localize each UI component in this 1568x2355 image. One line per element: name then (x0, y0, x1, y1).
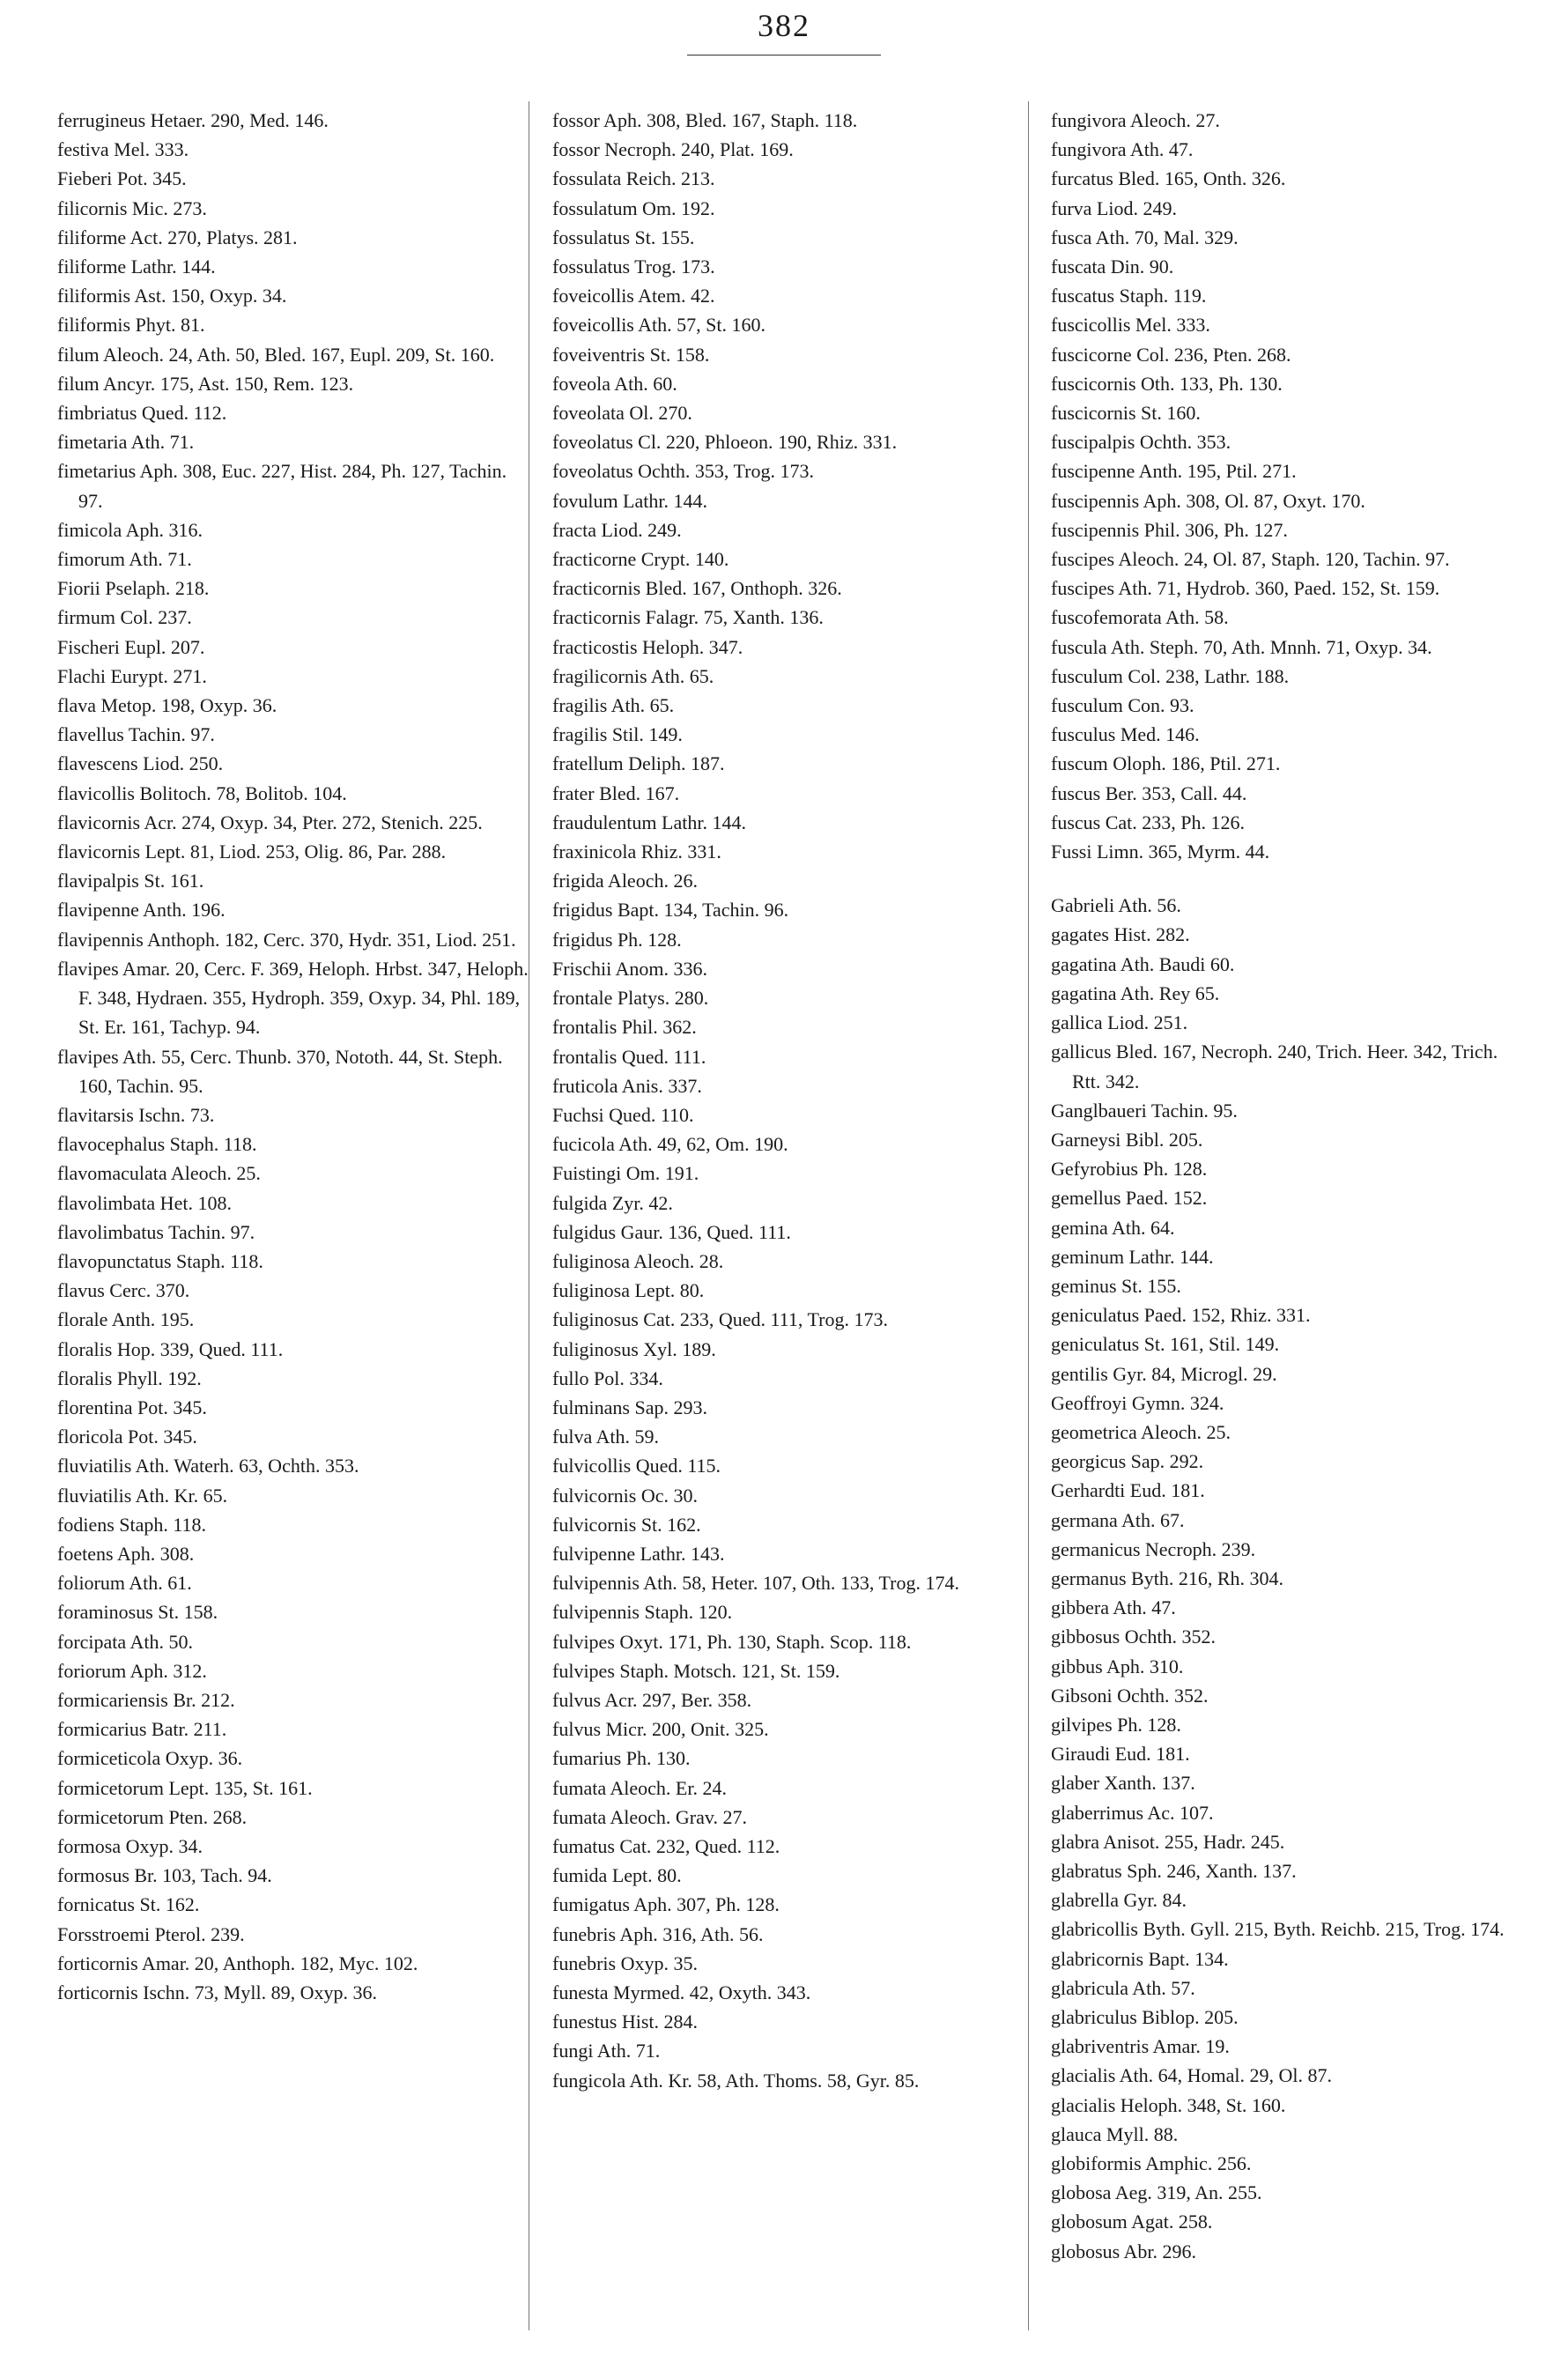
index-entry: fuscicornis St. 160. (1051, 402, 1201, 425)
index-entry: fragilis Stil. 149. (552, 723, 683, 746)
index-entry: glacialis Ath. 64, Homal. 29, Ol. 87. (1051, 2064, 1332, 2087)
index-entry: floralis Hop. 339, Qued. 111. (57, 1337, 284, 1360)
index-entry: frontalis Qued. 111. (552, 1045, 706, 1068)
index-entry: firmum Col. 237. (57, 606, 192, 629)
index-entry: geniculatus St. 161, Stil. 149. (1051, 1333, 1280, 1356)
index-entry: fuscus Cat. 233, Ph. 126. (1051, 811, 1245, 833)
index-entry: flava Metop. 198, Oxyp. 36. (57, 694, 277, 717)
index-entry: fuscicornis Oth. 133, Ph. 130. (1051, 372, 1283, 395)
index-entry: fimbriatus Qued. 112. (57, 402, 227, 425)
index-entry: Frischii Anom. 336. (552, 957, 708, 980)
index-entry: fuscipes Ath. 71, Hydrob. 360, Paed. 152, St. 159. (1051, 577, 1440, 600)
index-entry: flavitarsis Ischn. 73. (57, 1103, 215, 1126)
index-entry: forcipata Ath. 50. (57, 1630, 193, 1653)
index-entry: frontalis Phil. 362. (552, 1016, 697, 1039)
index-entry: foveolatus Cl. 220, Phloeon. 190, Rhiz. 331. (552, 431, 898, 454)
index-entry: fuscum Oloph. 186, Ptil. 271. (1051, 752, 1281, 775)
index-entry: fuliginosus Cat. 233, Qued. 111, Trog. 173. (552, 1308, 888, 1331)
index-entry: ferrugineus Hetaer. 290, Med. 146. (57, 109, 329, 131)
index-entry: fumatus Cat. 232, Qued. 112. (552, 1834, 780, 1857)
column-divider (1028, 101, 1029, 2330)
index-entry: Fuchsi Qued. 110. (552, 1103, 694, 1126)
index-entry: glabricula Ath. 57. (1051, 1976, 1195, 1999)
index-column-right (1051, 106, 1527, 2266)
index-entry: foveola Ath. 60. (552, 372, 677, 395)
index-entry: frigidus Bapt. 134, Tachin. 96. (552, 899, 789, 922)
index-entry: Gerhardti Eud. 181. (1051, 1479, 1205, 1502)
index-entry: glacialis Heloph. 348, St. 160. (1051, 2093, 1286, 2116)
index-entry: fracta Liod. 249. (552, 518, 682, 541)
index-entry: flavomaculata Aleoch. 25. (57, 1162, 261, 1185)
index-entry: flavipalpis St. 161. (57, 870, 204, 892)
index-entry: foliorum Ath. 61. (57, 1572, 192, 1595)
index-entry: flavolimbata Het. 108. (57, 1191, 232, 1214)
index-entry: formosus Br. 103, Tach. 94. (57, 1864, 272, 1887)
index-entry: georgicus Sap. 292. (1051, 1450, 1204, 1473)
index-entry: filiformis Phyt. 81. (57, 314, 205, 337)
index-entry: fracticorne Crypt. 140. (552, 548, 729, 571)
index-entry: gemina Ath. 64. (1051, 1216, 1175, 1239)
index-entry: Garneysi Bibl. 205. (1051, 1128, 1203, 1151)
index-entry: filum Ancyr. 175, Ast. 150, Rem. 123. (57, 372, 354, 395)
index-entry: formiceticola Oxyp. 36. (57, 1747, 243, 1770)
index-entry: fumigatus Aph. 307, Ph. 128. (552, 1893, 780, 1916)
index-entry: fuliginosus Xyl. 189. (552, 1337, 716, 1360)
index-entry: fimetarius Aph. 308, Euc. 227, Hist. 284, Ph. 127, Tachin. 97. (57, 460, 507, 512)
index-entry: geniculatus Paed. 152, Rhiz. 331. (1051, 1304, 1311, 1327)
index-entry: Flachi Eurypt. 271. (57, 664, 207, 687)
index-entry: formicetorum Pten. 268. (57, 1805, 248, 1828)
index-entry: fusculum Con. 93. (1051, 694, 1194, 717)
index-entry: fungicola Ath. Kr. 58, Ath. Thoms. 58, Gyr. 85. (552, 2069, 920, 2092)
index-entry: fluviatilis Ath. Waterh. 63, Ochth. 353. (57, 1455, 359, 1477)
index-entry: fuscipenne Anth. 195, Ptil. 271. (1051, 460, 1297, 483)
index-entry: fuscicollis Mel. 333. (1051, 314, 1210, 337)
index-entry: globosa Aeg. 319, An. 255. (1051, 2181, 1262, 2204)
index-entry: Fischeri Eupl. 207. (57, 635, 205, 658)
index-entry: fulvus Acr. 297, Ber. 358. (552, 1688, 752, 1711)
index-entry: frigida Aleoch. 26. (552, 870, 698, 892)
index-entry: glaberrimus Ac. 107. (1051, 1801, 1214, 1824)
index-entry: flavipenne Anth. 196. (57, 899, 226, 922)
index-entry: geometrica Aleoch. 25. (1051, 1420, 1231, 1443)
index-entry: fracticostis Heloph. 347. (552, 635, 743, 658)
index-entry: formicetorum Lept. 135, St. 161. (57, 1776, 313, 1799)
index-entry: fraudulentum Lathr. 144. (552, 811, 746, 833)
index-entry: forticornis Amar. 20, Anthoph. 182, Myc. 102. (57, 1951, 418, 1974)
index-entry: Gabrieli Ath. 56. (1051, 894, 1181, 917)
index-entry: Fieberi Pot. 345. (57, 167, 187, 190)
index-entry: fornicatus St. 162. (57, 1893, 200, 1916)
index-entry: fulvipennis Ath. 58, Heter. 107, Oth. 133, Trog. 174. (552, 1572, 960, 1595)
index-entry: geminus St. 155. (1051, 1274, 1181, 1297)
index-entry: gibbus Aph. 310. (1051, 1655, 1184, 1677)
index-entry: fuscus Ber. 353, Call. 44. (1051, 781, 1247, 804)
index-entry: gagates Hist. 282. (1051, 923, 1190, 946)
index-entry: fuscipalpis Ochth. 353. (1051, 431, 1231, 454)
index-entry: frontale Platys. 280. (552, 987, 709, 1010)
index-entry: fimetaria Ath. 71. (57, 431, 195, 454)
index-entry: fodiens Staph. 118. (57, 1513, 207, 1536)
index-entry: filiforme Act. 270, Platys. 281. (57, 226, 298, 248)
index-entry: gagatina Ath. Rey 65. (1051, 981, 1220, 1004)
index-entry: fratellum Deliph. 187. (552, 752, 725, 775)
index-entry: fuscofemorata Ath. 58. (1051, 606, 1229, 629)
index-entry: foveicollis Ath. 57, St. 160. (552, 314, 766, 337)
index-entry: fuscula Ath. Steph. 70, Ath. Mnnh. 71, Oxyp. 34. (1051, 635, 1432, 658)
index-entry: fragilicornis Ath. 65. (552, 664, 714, 687)
index-entry: geminum Lathr. 144. (1051, 1245, 1214, 1268)
index-entry: filicornis Mic. 273. (57, 196, 207, 219)
index-entry: gemellus Paed. 152. (1051, 1187, 1208, 1210)
index-entry: fulvicornis Oc. 30. (552, 1484, 698, 1507)
index-entry: fuscipennis Aph. 308, Ol. 87, Oxyt. 170. (1051, 489, 1365, 512)
index-entry: globiformis Amphic. 256. (1051, 2152, 1252, 2175)
index-entry: foveicollis Atem. 42. (552, 285, 715, 307)
index-entry: formicariensis Br. 212. (57, 1688, 235, 1711)
index-entry: glabra Anisot. 255, Hadr. 245. (1051, 1830, 1285, 1853)
index-entry: flavicollis Bolitoch. 78, Bolitob. 104. (57, 781, 347, 804)
index-entry: glabriculus Biblop. 205. (1051, 2006, 1239, 2028)
index-entry: florentina Pot. 345. (57, 1396, 207, 1418)
index-entry: globosum Agat. 258. (1051, 2211, 1213, 2233)
index-entry: flavus Cerc. 370. (57, 1279, 190, 1302)
index-entry: fuliginosa Aleoch. 28. (552, 1249, 724, 1272)
index-entry: gilvipes Ph. 128. (1051, 1713, 1181, 1736)
index-entry: furcatus Bled. 165, Onth. 326. (1051, 167, 1286, 190)
index-entry: Gefyrobius Ph. 128. (1051, 1158, 1208, 1181)
index-entry: flavicornis Acr. 274, Oxyp. 34, Pter. 272, Stenich. 225. (57, 811, 483, 833)
index-entry: germana Ath. 67. (1051, 1508, 1185, 1531)
index-entry: gentilis Gyr. 84, Microgl. 29. (1051, 1362, 1277, 1385)
index-entry: formicarius Batr. 211. (57, 1718, 227, 1741)
index-entry: fusculum Col. 238, Lathr. 188. (1051, 664, 1290, 687)
index-entry: flavellus Tachin. 97. (57, 723, 215, 746)
index-entry: fulvus Micr. 200, Onit. 325. (552, 1718, 769, 1741)
index-entry: fuscipennis Phil. 306, Ph. 127. (1051, 518, 1288, 541)
index-entry: fulvipes Oxyt. 171, Ph. 130, Staph. Scop. 118. (552, 1630, 912, 1653)
index-entry: funestus Hist. 284. (552, 2011, 698, 2033)
index-entry: Fiorii Pselaph. 218. (57, 577, 210, 600)
index-entry: glabricornis Bapt. 134. (1051, 1947, 1229, 1970)
index-entry: fulva Ath. 59. (552, 1426, 659, 1448)
index-entry: frater Bled. 167. (552, 781, 680, 804)
index-entry: funebris Oxyp. 35. (552, 1951, 698, 1974)
index-column-left (57, 106, 533, 2007)
index-entry: Fuistingi Om. 191. (552, 1162, 699, 1185)
index-entry: Fussi Limn. 365, Myrm. 44. (1051, 841, 1270, 863)
index-entry: flavipennis Anthoph. 182, Cerc. 370, Hydr. 351, Liod. 251. (57, 928, 516, 951)
index-entry: fulvicollis Qued. 115. (552, 1455, 721, 1477)
index-entry: forticornis Ischn. 73, Myll. 89, Oxyp. 36. (57, 1981, 377, 2003)
index-entry: gallica Liod. 251. (1051, 1011, 1188, 1034)
index-entry: gagatina Ath. Baudi 60. (1051, 952, 1235, 975)
index-entry: glauca Myll. 88. (1051, 2122, 1179, 2145)
index-entry: filum Aleoch. 24, Ath. 50, Bled. 167, Eupl. 209, St. 160. (57, 343, 495, 366)
index-entry: fulvipennis Staph. 120. (552, 1601, 733, 1624)
index-entry: festiva Mel. 333. (57, 138, 189, 161)
index-entry: filiforme Lathr. 144. (57, 255, 216, 278)
index-entry: flavocephalus Staph. 118. (57, 1133, 257, 1156)
index-entry: flavipes Amar. 20, Cerc. F. 369, Heloph. Hrbst. 347, Heloph. F. 348, Hydraen. 355, Hydroph. 359, Oxyp. 34, Phl. 189, St. Er. 161, Tachyp. 94. (57, 957, 529, 1039)
index-entry: flavopunctatus Staph. 118. (57, 1249, 263, 1272)
index-entry: fulvicornis St. 162. (552, 1513, 701, 1536)
index-entry: fumida Lept. 80. (552, 1864, 682, 1887)
index-entry: glabriventris Amar. 19. (1051, 2035, 1230, 2058)
header-rule (687, 55, 881, 56)
index-entry: glaber Xanth. 137. (1051, 1772, 1195, 1795)
index-entry: fluviatilis Ath. Kr. 65. (57, 1484, 228, 1507)
index-entry: gibbosus Ochth. 352. (1051, 1626, 1216, 1648)
index-entry: fraxinicola Rhiz. 331. (552, 841, 721, 863)
index-entry: fumata Aleoch. Grav. 27. (552, 1805, 747, 1828)
index-entry: fuscatus Staph. 119. (1051, 285, 1207, 307)
index-entry: fulvipenne Lathr. 143. (552, 1542, 725, 1565)
index-entry: fruticola Anis. 337. (552, 1074, 702, 1097)
index-entry: Geoffroyi Gymn. 324. (1051, 1391, 1224, 1414)
index-entry: formosa Oxyp. 34. (57, 1834, 203, 1857)
index-entry: fovulum Lathr. 144. (552, 489, 707, 512)
section-gap (1051, 866, 1527, 891)
index-entry: fuscipes Aleoch. 24, Ol. 87, Staph. 120, Tachin. 97. (1051, 548, 1450, 571)
index-entry: flavolimbatus Tachin. 97. (57, 1220, 255, 1243)
index-entry: fuscicorne Col. 236, Pten. 268. (1051, 343, 1291, 366)
index-entry: Giraudi Eud. 181. (1051, 1743, 1190, 1766)
index-entry: fungi Ath. 71. (552, 2040, 661, 2062)
index-entry: germanicus Necroph. 239. (1051, 1537, 1256, 1560)
index-entry: funebris Aph. 316, Ath. 56. (552, 1922, 764, 1945)
index-entry: filiformis Ast. 150, Oxyp. 34. (57, 285, 287, 307)
index-entry: fulvipes Staph. Motsch. 121, St. 159. (552, 1659, 840, 1682)
index-entry: fracticornis Falagr. 75, Xanth. 136. (552, 606, 824, 629)
index-entry: fullo Pol. 334. (552, 1366, 663, 1389)
index-entry: fossulatum Om. 192. (552, 196, 715, 219)
index-entry: fossulata Reich. 213. (552, 167, 715, 190)
index-entry: fumata Aleoch. Er. 24. (552, 1776, 727, 1799)
index-entry: fossulatus St. 155. (552, 226, 695, 248)
index-entry: fimicola Aph. 316. (57, 518, 203, 541)
index-entry: flavipes Ath. 55, Cerc. Thunb. 370, Nototh. 44, St. Steph. 160, Tachin. 95. (57, 1045, 503, 1097)
index-entry: flavicornis Lept. 81, Liod. 253, Olig. 86, Par. 288. (57, 841, 447, 863)
index-entry: glabrella Gyr. 84. (1051, 1889, 1187, 1912)
index-entry: frigidus Ph. 128. (552, 928, 682, 951)
index-entry: fragilis Ath. 65. (552, 694, 675, 717)
page-number: 382 (758, 8, 810, 43)
index-entry: Forsstroemi Pterol. 239. (57, 1922, 245, 1945)
index-entry: floricola Pot. 345. (57, 1426, 197, 1448)
index-entry: foraminosus St. 158. (57, 1601, 218, 1624)
index-entry: foveiventris St. 158. (552, 343, 710, 366)
index-entry: fungivora Ath. 47. (1051, 138, 1194, 161)
index-entry: fusculus Med. 146. (1051, 723, 1200, 746)
index-entry: furva Liod. 249. (1051, 196, 1177, 219)
index-entry: fuscata Din. 90. (1051, 255, 1174, 278)
index-entry: glabratus Sph. 246, Xanth. 137. (1051, 1859, 1297, 1882)
index-entry: flavescens Liod. 250. (57, 752, 224, 775)
index-entry: fusca Ath. 70, Mal. 329. (1051, 226, 1239, 248)
index-entry: fungivora Aleoch. 27. (1051, 109, 1220, 131)
index-entry: Gibsoni Ochth. 352. (1051, 1684, 1209, 1707)
index-entry: fracticornis Bled. 167, Onthoph. 326. (552, 577, 842, 600)
index-entry: globosus Abr. 296. (1051, 2240, 1197, 2262)
index-column-middle (552, 106, 1028, 2095)
index-entry: Ganglbaueri Tachin. 95. (1051, 1099, 1238, 1122)
index-entry: fossor Necroph. 240, Plat. 169. (552, 138, 794, 161)
index-entry: fulgidus Gaur. 136, Qued. 111. (552, 1220, 791, 1243)
index-entry: fucicola Ath. 49, 62, Om. 190. (552, 1133, 788, 1156)
index-entry: gallicus Bled. 167, Necroph. 240, Trich. Heer. 342, Trich. Rtt. 342. (1051, 1040, 1498, 1092)
index-entry: fumarius Ph. 130. (552, 1747, 691, 1770)
index-entry: fimorum Ath. 71. (57, 548, 192, 571)
index-entry: glabricollis Byth. Gyll. 215, Byth. Reichb. 215, Trog. 174. (1051, 1918, 1505, 1941)
index-entry: foveolata Ol. 270. (552, 402, 692, 425)
index-entry: fulminans Sap. 293. (552, 1396, 707, 1418)
index-entry: foveolatus Ochth. 353, Trog. 173. (552, 460, 814, 483)
index-entry: gibbera Ath. 47. (1051, 1596, 1176, 1619)
index-entry: foetens Aph. 308. (57, 1542, 195, 1565)
index-entry: florale Anth. 195. (57, 1308, 195, 1331)
index-entry: fuliginosa Lept. 80. (552, 1279, 705, 1302)
index-entry: foriorum Aph. 312. (57, 1659, 207, 1682)
index-entry: fulgida Zyr. 42. (552, 1191, 673, 1214)
index-entry: funesta Myrmed. 42, Oxyth. 343. (552, 1981, 811, 2003)
index-entry: floralis Phyll. 192. (57, 1366, 202, 1389)
index-entry: germanus Byth. 216, Rh. 304. (1051, 1566, 1283, 1589)
index-entry: fossor Aph. 308, Bled. 167, Staph. 118. (552, 109, 858, 131)
index-entry: fossulatus Trog. 173. (552, 255, 715, 278)
